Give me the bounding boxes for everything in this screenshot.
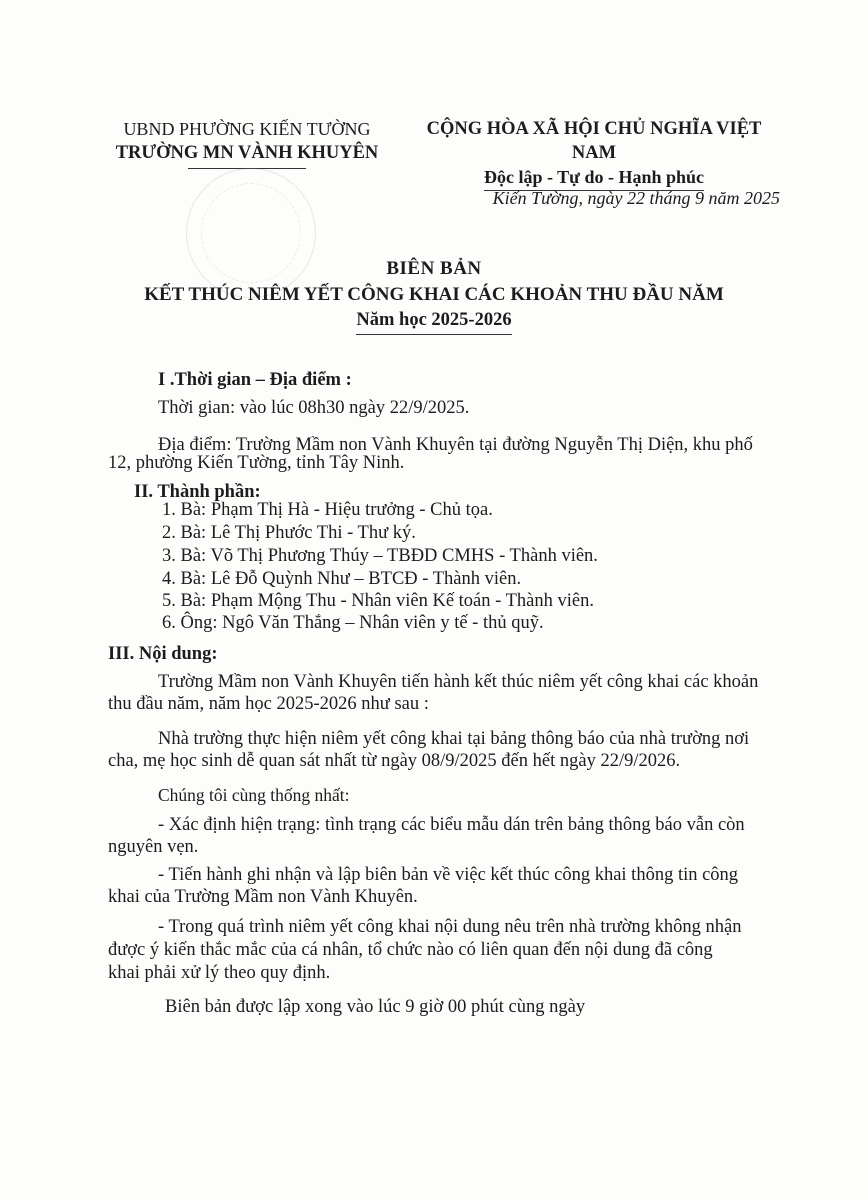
content-p4-line-2: nguyên vẹn. xyxy=(108,837,199,857)
content-p6-line-2: được ý kiến thắc mắc của cá nhân, tổ chức nào có liên quan đến nội dung đã công xyxy=(108,940,713,960)
content-p6-line-1: - Trong quá trình niêm yết công khai nội dung nêu trên nhà trường không nhận xyxy=(158,917,742,937)
content-p3: Chúng tôi cùng thống nhất: xyxy=(158,785,350,805)
issuer-block xyxy=(112,117,382,169)
member-item: 3. Bà: Võ Thị Phương Thúy – TBĐD CMHS - Thành viên. xyxy=(162,546,598,566)
member-item: 2. Bà: Lê Thị Phước Thi - Thư ký. xyxy=(162,523,416,543)
school-year xyxy=(0,310,868,335)
member-item: 6. Ông: Ngô Văn Thắng – Nhân viên y tế - thủ quỹ. xyxy=(162,613,544,633)
section-2-heading: II. Thành phần: xyxy=(134,482,261,502)
closing-line: Biên bản được lập xong vào lúc 9 giờ 00 phút cùng ngày xyxy=(165,997,586,1017)
issuer-school: TRƯỜNG MN VÀNH KHUYÊN xyxy=(115,143,379,163)
issuer-authority: UBND PHƯỜNG KIẾN TƯỜNG xyxy=(123,119,371,139)
document-type: BIÊN BẢN xyxy=(386,258,482,279)
document-title: KẾT THÚC NIÊM YẾT CÔNG KHAI CÁC KHOẢN THU ĐẦU NĂM xyxy=(144,284,724,305)
national-motto-block xyxy=(408,117,780,191)
meeting-place-line-1: Địa điểm: Trường Mầm non Vành Khuyên tại đường Nguyễn Thị Diện, khu phố xyxy=(158,435,753,455)
content-p1-line-2: thu đầu năm, năm học 2025-2026 như sau : xyxy=(108,694,429,714)
section-3-heading: III. Nội dung: xyxy=(108,644,218,664)
content-p5-line-2: khai của Trường Mầm non Vành Khuyên. xyxy=(108,887,418,907)
member-item: 1. Bà: Phạm Thị Hà - Hiệu trưởng - Chủ tọa. xyxy=(162,500,493,520)
date-line: Kiến Tường, ngày 22 tháng 9 năm 2025 xyxy=(492,188,780,208)
content-p2-line-1: Nhà trường thực hiện niêm yết công khai tại bảng thông báo của nhà trường nơi xyxy=(158,729,750,749)
meeting-time: Thời gian: vào lúc 08h30 ngày 22/9/2025. xyxy=(158,398,470,418)
section-1-heading: I .Thời gian – Địa điểm : xyxy=(158,370,352,390)
content-p6-line-3: khai phải xử lý theo quy định. xyxy=(108,963,331,983)
content-p4-line-1: - Xác định hiện trạng: tình trạng các biểu mẫu dán trên bảng thông báo vẫn còn xyxy=(158,815,745,835)
content-p1-line-1: Trường Mầm non Vành Khuyên tiến hành kết thúc niêm yết công khai các khoản xyxy=(158,672,759,692)
meeting-place-line-2: 12, phường Kiến Tường, tỉnh Tây Ninh. xyxy=(108,453,405,473)
content-p5-line-1: - Tiến hành ghi nhận và lập biên bản về việc kết thúc công khai thông tin công xyxy=(158,865,739,885)
school-year-text: Năm học 2025-2026 xyxy=(356,310,511,335)
national-title: CỘNG HÒA XÃ HỘI CHỦ NGHĨA VIỆT NAM xyxy=(426,119,762,163)
content-p2-line-2: cha, mẹ học sinh dễ quan sát nhất từ ngày 08/9/2025 đến hết ngày 22/9/2026. xyxy=(108,751,681,771)
member-item: 4. Bà: Lê Đỗ Quỳnh Như – BTCĐ - Thành viên. xyxy=(162,569,522,589)
national-motto: Độc lập - Tự do - Hạnh phúc xyxy=(484,165,704,191)
member-item: 5. Bà: Phạm Mộng Thu - Nhân viên Kế toán - Thành viên. xyxy=(162,591,594,611)
